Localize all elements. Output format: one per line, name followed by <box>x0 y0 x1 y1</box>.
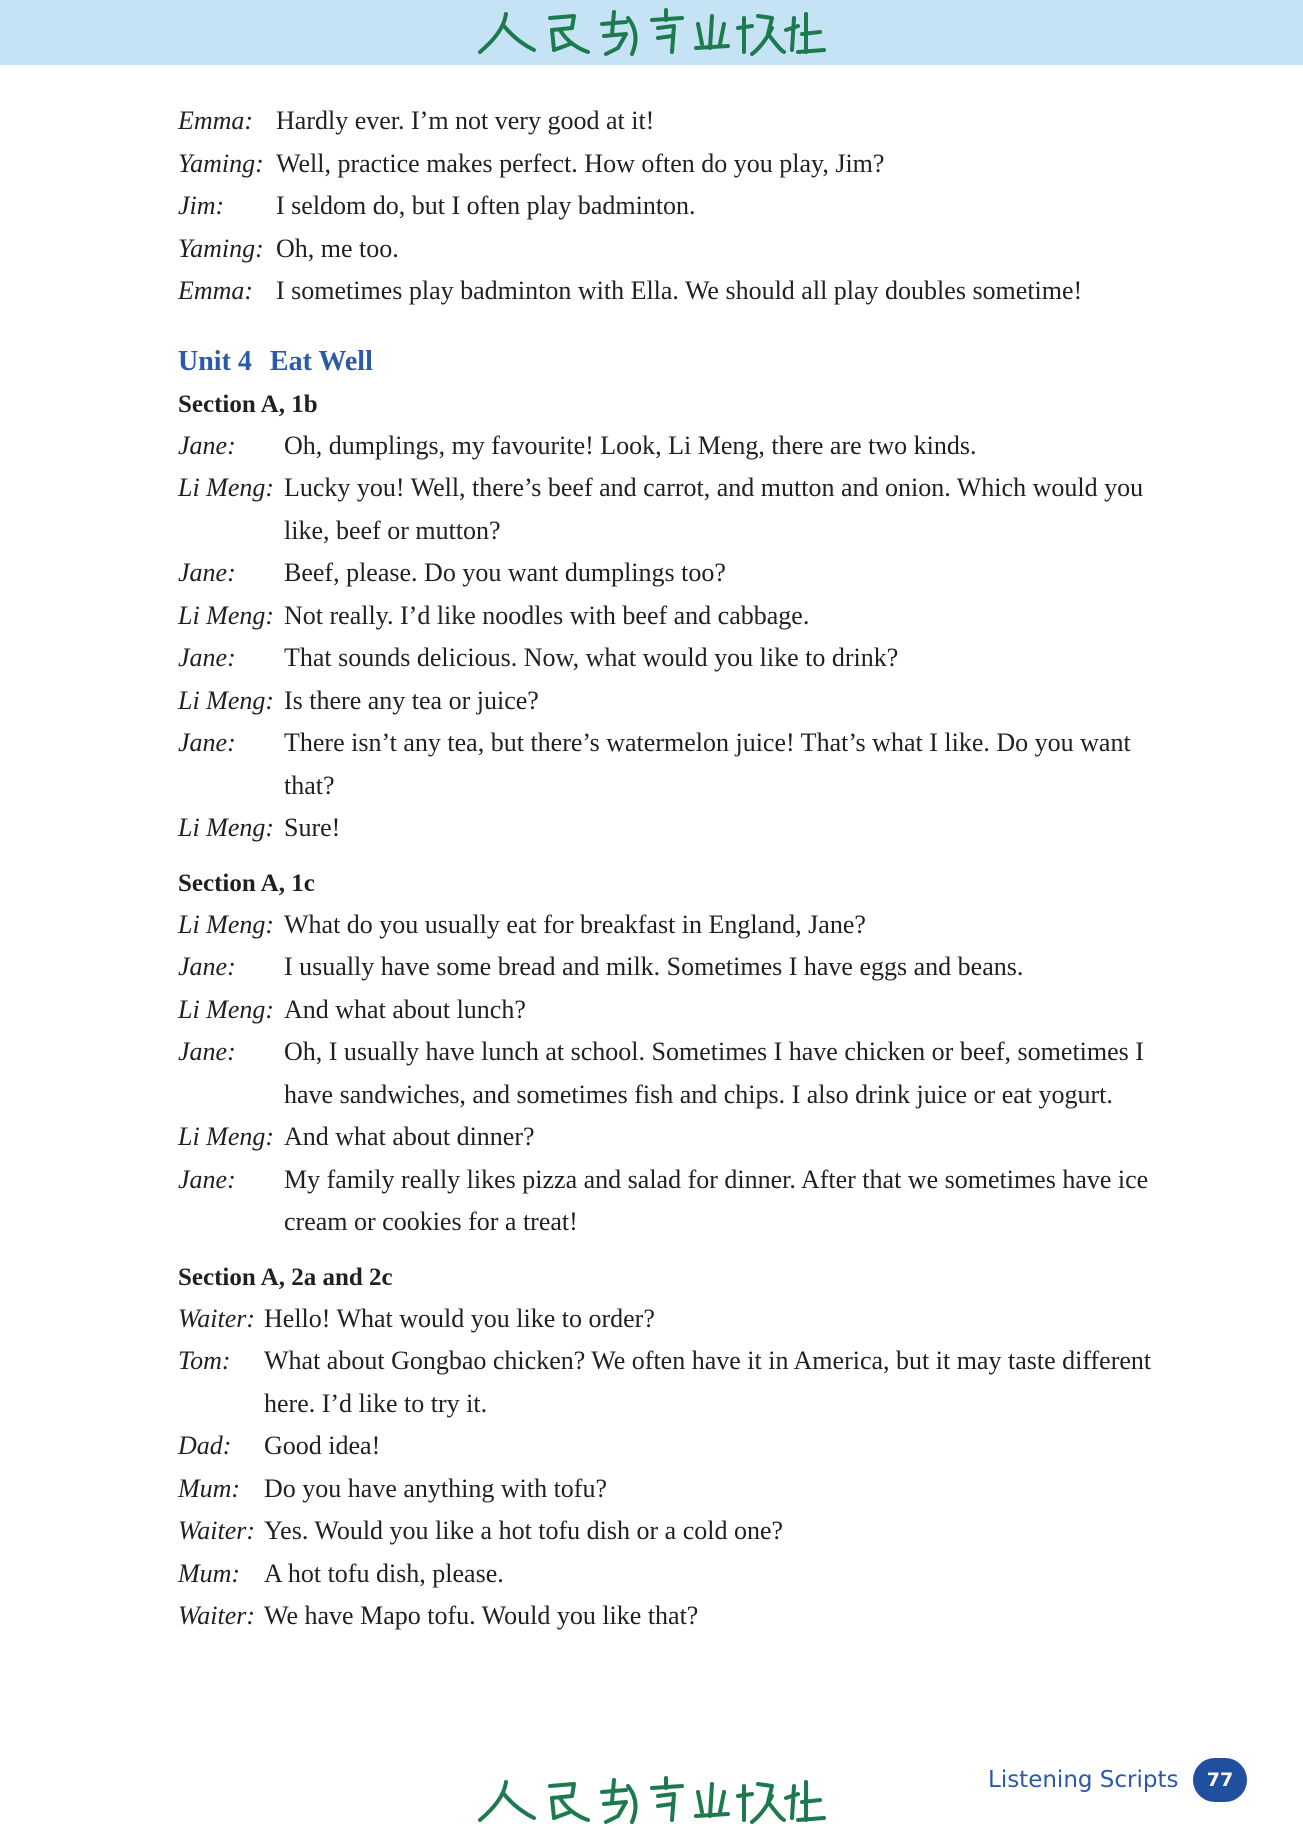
speaker-label: Yaming: <box>178 148 264 178</box>
dialogue-turn <box>178 1116 1210 1159</box>
dialogue-turn <box>178 1159 1210 1202</box>
dialogue-text: And what about dinner? <box>284 1122 535 1151</box>
dialogue-text: Oh, me too. <box>276 233 399 263</box>
speaker-label: Jane: <box>178 430 236 460</box>
dialogue-turn <box>178 637 1210 680</box>
speaker-label: Li Meng: <box>178 685 275 715</box>
speaker-label: Mum: <box>178 1473 241 1503</box>
speaker-label: Dad: <box>178 1431 232 1460</box>
dialogue-turn <box>178 1298 1210 1341</box>
dialogue-turn <box>178 467 1210 510</box>
publisher-logo <box>476 4 836 60</box>
dialogue-text: Oh, I usually have lunch at school. Sometimes I have chicken or beef, sometimes I <box>284 1037 1144 1066</box>
dialogue-text: Well, practice makes perfect. How often do you play, Jim? <box>276 148 885 178</box>
spacer <box>178 313 1210 339</box>
dialogue-turn <box>178 425 1210 468</box>
dialogue-turn <box>178 595 1210 638</box>
dialogue-continuation <box>178 1201 1210 1244</box>
dialogue-text: have sandwiches, and sometimes fish and chips. I also drink juice or eat yogurt. <box>284 1079 1113 1109</box>
dialogue-continuation <box>178 765 1210 808</box>
speaker-label: Mum: <box>178 1558 241 1588</box>
speaker-label: Jane: <box>178 952 236 981</box>
speaker-label: Li Meng: <box>178 600 275 630</box>
dialogue-text: I sometimes play badminton with Ella. We should all play doubles sometime! <box>276 276 1083 305</box>
speaker-label: Tom: <box>178 1346 231 1375</box>
unit-number: Unit 4 <box>178 345 252 377</box>
dialogue-text: that? <box>284 770 335 800</box>
speaker-label: Jane: <box>178 1164 236 1194</box>
dialogue-text: cream or cookies for a treat! <box>284 1207 578 1236</box>
dialogue-text: A hot tofu dish, please. <box>264 1558 504 1588</box>
dialogue-turn <box>178 552 1210 595</box>
dialogue-turn <box>178 946 1210 989</box>
dialogue-text: Good idea! <box>264 1431 381 1460</box>
dialogue-turn <box>178 1510 1210 1553</box>
dialogue-turn <box>178 989 1210 1032</box>
dialogue-turn <box>178 185 1210 228</box>
dialogue-continuation <box>178 1074 1210 1117</box>
dialogue-turn <box>178 1468 1210 1511</box>
dialogue-text: Oh, dumplings, my favourite! Look, Li Meng, there are two kinds. <box>284 430 977 460</box>
footer-section-label: Listening Scripts <box>988 1767 1179 1793</box>
dialogue-text: My family really likes pizza and salad for dinner. After that we sometimes have ice <box>284 1164 1149 1194</box>
dialogue-turn <box>178 1553 1210 1596</box>
dialogue-text: Do you have anything with tofu? <box>264 1473 607 1503</box>
dialogue-text: Is there any tea or juice? <box>284 685 539 715</box>
speaker-label: Li Meng: <box>178 994 275 1024</box>
dialogue-text: like, beef or mutton? <box>284 515 501 545</box>
speaker-label: Waiter: <box>178 1601 256 1630</box>
section-heading: Section A, 1b <box>178 390 318 418</box>
speaker-label: Waiter: <box>178 1303 256 1333</box>
dialogue-turn <box>178 270 1210 313</box>
speaker-label: Li Meng: <box>178 473 275 502</box>
speaker-label: Jim: <box>178 191 225 220</box>
dialogue-text: There isn’t any tea, but there’s watermelon juice! That’s what I like. Do you want <box>284 728 1131 757</box>
dialogue-text: That sounds delicious. Now, what would you like to drink? <box>284 643 899 672</box>
section-heading: Section A, 1c <box>178 869 315 897</box>
dialogue-continuation <box>178 510 1210 553</box>
dialogue-turn <box>178 722 1210 765</box>
dialogue-turn <box>178 1595 1210 1638</box>
section-heading: Section A, 2a and 2c <box>178 1263 393 1291</box>
publisher-logo-footer <box>476 1772 836 1828</box>
speaker-label: Waiter: <box>178 1516 256 1545</box>
dialogue-text: What about Gongbao chicken? We often have it in America, but it may taste different <box>264 1346 1152 1375</box>
dialogue-turn <box>178 1425 1210 1468</box>
speaker-label: Li Meng: <box>178 1122 275 1151</box>
unit-title-text: Eat Well <box>269 345 373 377</box>
dialogue-turn <box>178 680 1210 723</box>
dialogue-text: Sure! <box>284 813 341 842</box>
dialogue-text: I usually have some bread and milk. Sometimes I have eggs and beans. <box>284 952 1024 981</box>
speaker-label: Yaming: <box>178 233 264 263</box>
speaker-label: Emma: <box>178 106 254 135</box>
unit-heading <box>178 339 1210 385</box>
speaker-label: Jane: <box>178 558 236 587</box>
dialogue-turn <box>178 1031 1210 1074</box>
dialogue-text: here. I’d like to try it. <box>264 1388 488 1418</box>
spacer <box>178 850 1210 864</box>
spacer <box>178 1244 1210 1258</box>
listening-script-content <box>178 100 1210 1638</box>
calligraphy-logo-icon <box>476 1772 836 1828</box>
speaker-label: Li Meng: <box>178 909 275 939</box>
speaker-label: Jane: <box>178 643 236 672</box>
dialogue-text: And what about lunch? <box>284 994 526 1024</box>
dialogue-text: Lucky you! Well, there’s beef and carrot, and mutton and onion. Which would you <box>284 473 1144 502</box>
speaker-label: Jane: <box>178 728 236 757</box>
dialogue-turn <box>178 143 1210 186</box>
dialogue-text: Not really. I’d like noodles with beef and cabbage. <box>284 600 810 630</box>
dialogue-text: Hello! What would you like to order? <box>264 1303 655 1333</box>
dialogue-text: We have Mapo tofu. Would you like that? <box>264 1601 699 1630</box>
dialogue-turn <box>178 100 1210 143</box>
speaker-label: Jane: <box>178 1037 236 1066</box>
dialogue-turn <box>178 1340 1210 1383</box>
calligraphy-logo-icon <box>476 4 836 60</box>
speaker-label: Emma: <box>178 276 254 305</box>
dialogue-text: Beef, please. Do you want dumplings too? <box>284 558 726 587</box>
dialogue-text: Yes. Would you like a hot tofu dish or a cold one? <box>264 1516 784 1545</box>
dialogue-turn <box>178 228 1210 271</box>
dialogue-text: What do you usually eat for breakfast in England, Jane? <box>284 909 866 939</box>
speaker-label: Li Meng: <box>178 813 275 842</box>
page-number-badge: 77 <box>1193 1758 1247 1802</box>
dialogue-turn <box>178 807 1210 850</box>
dialogue-text: Hardly ever. I’m not very good at it! <box>276 106 655 135</box>
dialogue-continuation <box>178 1383 1210 1426</box>
dialogue-turn <box>178 904 1210 947</box>
dialogue-text: I seldom do, but I often play badminton. <box>276 191 696 220</box>
